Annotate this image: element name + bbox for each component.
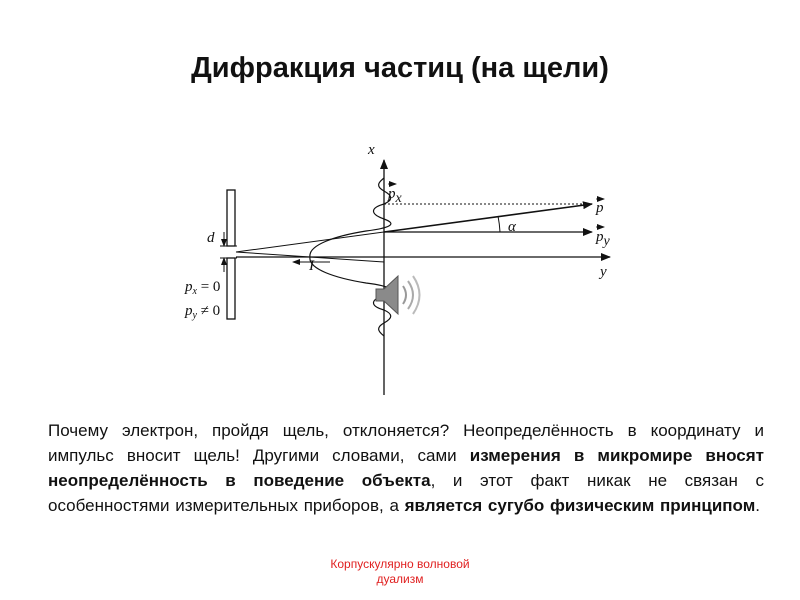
vector-p: [384, 204, 592, 232]
label-py-text: p: [596, 229, 604, 245]
paragraph-part-2: , и этот факт никак не связан с особенностями измерительных приборов, а: [48, 471, 764, 515]
paragraph-bold-1: измерения в микромире вносят неопределённость в поведение объекта: [48, 446, 764, 490]
paragraph-bold-2: является сугубо физическим принципом: [404, 496, 756, 515]
speaker-icon[interactable]: [376, 276, 420, 314]
slit-upper-plate: [227, 190, 235, 246]
label-px-sub: x: [395, 191, 402, 206]
condition-px-sub: x: [192, 286, 197, 297]
condition-px-p: p: [185, 279, 193, 295]
condition-px: [184, 279, 220, 297]
condition-py-p: p: [185, 303, 193, 319]
label-px: [387, 186, 403, 206]
label-py: [595, 229, 611, 249]
condition-py: [184, 303, 220, 321]
slit-lower-plate: [227, 258, 235, 319]
condition-py-sub: y: [192, 310, 197, 321]
condition-px-rest: = 0: [196, 279, 221, 295]
label-p-text: p: [596, 200, 604, 216]
label-py-sub: y: [603, 234, 610, 249]
footer-line-1: Корпускулярно волновой: [330, 557, 470, 571]
label-d: d: [207, 230, 215, 246]
explanation-paragraph: [48, 418, 764, 518]
label-y: y: [600, 264, 607, 280]
label-alpha: α: [508, 219, 516, 235]
paragraph-part-1: Почему электрон, пройдя щель, отклоняется? Неопределённость в координату и импульс вносит щель! Другими словами, сами: [48, 421, 764, 465]
paragraph-part-3: .: [755, 496, 761, 515]
label-I: I: [309, 258, 314, 274]
label-p: [595, 200, 604, 216]
label-x: x: [368, 142, 375, 158]
slide-title: Дифракция частиц (на щели): [191, 52, 609, 84]
angle-arc: [498, 216, 500, 232]
footer-topic[interactable]: [300, 557, 500, 587]
footer-line-2: дуализм: [376, 572, 424, 586]
label-px-text: p: [388, 186, 396, 202]
condition-py-rest: ≠ 0: [196, 303, 221, 319]
divergence-line-upper: [236, 232, 384, 252]
